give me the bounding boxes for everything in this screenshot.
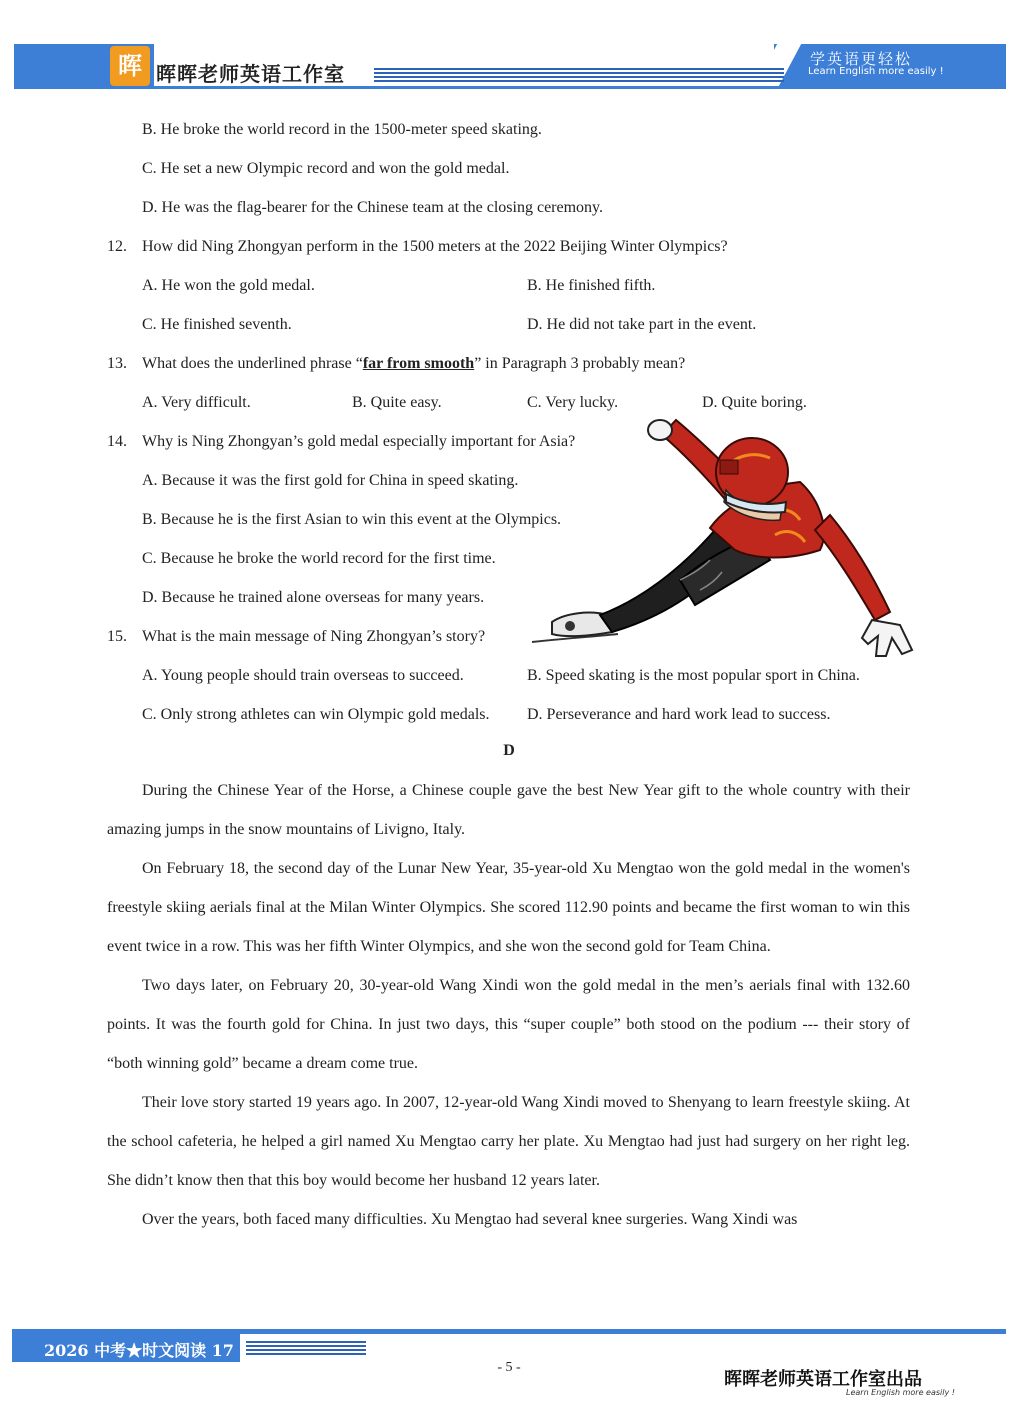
q14-option-a: A. Because it was the first gold for China in speed skating. bbox=[142, 472, 519, 489]
footer-stripes bbox=[246, 1341, 366, 1355]
footer-slogan-en: Learn English more easily ! bbox=[846, 1388, 955, 1397]
q13-option-d: D. Quite boring. bbox=[702, 394, 807, 411]
section-d-body bbox=[107, 771, 910, 1239]
q12-option-c: C. He finished seventh. bbox=[142, 316, 292, 333]
page-number: - 5 - bbox=[497, 1360, 521, 1375]
q11-option-c: C. He set a new Olympic record and won the gold medal. bbox=[142, 160, 510, 177]
q13-stem bbox=[142, 354, 685, 374]
q11-option-b: B. He broke the world record in the 1500-meter speed skating. bbox=[142, 121, 542, 138]
header-slogan-en: Learn English more easily ! bbox=[808, 66, 944, 77]
q14-option-b: B. Because he is the first Asian to win this event at the Olympics. bbox=[142, 511, 562, 528]
section-d-paragraph-2: On February 18, the second day of the Lunar New Year, 35-year-old Xu Mengtao won the gold medal in the women's freestyle skiing aerials final at the Milan Winter Olympics. She scored 112.90 points and became the first woman to win this event twice in a row. This was her fifth Winter Olympics, and she won the second gold for Team China. bbox=[107, 860, 910, 955]
q13-number: 13. bbox=[107, 355, 127, 372]
q13-option-a: A. Very difficult. bbox=[142, 394, 251, 411]
section-d-paragraph-5: Over the years, both faced many difficulties. Xu Mengtao had several knee surgeries. Wang Xindi was bbox=[142, 1211, 798, 1228]
q12-option-a: A. He won the gold medal. bbox=[142, 277, 315, 294]
section-d-paragraph-1: During the Chinese Year of the Horse, a Chinese couple gave the best New Year gift to the whole country with their amazing jumps in the snow mountains of Livigno, Italy. bbox=[107, 782, 910, 838]
studio-logo-icon: 晖 bbox=[110, 46, 150, 86]
q13-option-c: C. Very lucky. bbox=[527, 394, 619, 411]
q14-option-d: D. Because he trained alone overseas for many years. bbox=[142, 589, 485, 606]
footer-series-label: 2026 中考★时文阅读 17 bbox=[44, 1341, 234, 1360]
header-slogan-cn: 学英语更轻松 bbox=[810, 50, 913, 68]
section-d-paragraph-4: Their love story started 19 years ago. In 2007, 12-year-old Wang Xindi moved to Shenyang to learn freestyle skiing. At the school cafeteria, he helped a girl named Xu Mengtao carry her plate. Xu Mengtao had just had surgery on her right leg. She didn’t know then that this boy would become her husband 12 years later. bbox=[107, 1094, 910, 1189]
q13-stem-post: ” in Paragraph 3 probably mean? bbox=[474, 355, 686, 372]
q13-underlined-phrase: far from smooth bbox=[362, 355, 475, 372]
q15-option-b: B. Speed skating is the most popular sport in China. bbox=[527, 667, 860, 684]
q12-number: 12. bbox=[107, 238, 127, 255]
q11-option-d: D. He was the flag-bearer for the Chinese team at the closing ceremony. bbox=[142, 199, 603, 216]
footer-brand: 晖晖老师英语工作室出品 bbox=[724, 1369, 922, 1390]
q15-number: 15. bbox=[107, 628, 127, 645]
studio-brand: 晖晖老师英语工作室 bbox=[156, 62, 345, 86]
q15-stem: What is the main message of Ning Zhongyan’s story? bbox=[142, 628, 486, 645]
q14-stem: Why is Ning Zhongyan’s gold medal especially important for Asia? bbox=[142, 433, 576, 450]
q13-option-b: B. Quite easy. bbox=[352, 394, 442, 411]
header-stripes bbox=[374, 68, 784, 82]
q12-stem: How did Ning Zhongyan perform in the 1500 meters at the 2022 Beijing Winter Olympics? bbox=[142, 238, 728, 255]
q15-option-d: D. Perseverance and hard work lead to success. bbox=[527, 706, 831, 723]
q13-stem-pre: What does the underlined phrase “ bbox=[142, 355, 363, 372]
q15-option-c: C. Only strong athletes can win Olympic gold medals. bbox=[142, 706, 490, 723]
speed-skater-illustration bbox=[530, 410, 920, 670]
page-header bbox=[14, 44, 1006, 88]
q12-option-d: D. He did not take part in the event. bbox=[527, 316, 757, 333]
q15-option-a: A. Young people should train overseas to succeed. bbox=[142, 667, 464, 684]
q14-number: 14. bbox=[107, 433, 127, 450]
section-d-title: D bbox=[503, 742, 515, 759]
q14-option-c: C. Because he broke the world record for the first time. bbox=[142, 550, 496, 567]
q12-option-b: B. He finished fifth. bbox=[527, 277, 656, 294]
section-d-paragraph-3: Two days later, on February 20, 30-year-old Wang Xindi won the gold medal in the men’s aerials final with 132.60 points. It was the fourth gold for China. In just two days, this “super couple” both stood on the podium --- their story of “both winning gold” became a dream come true. bbox=[107, 977, 910, 1072]
